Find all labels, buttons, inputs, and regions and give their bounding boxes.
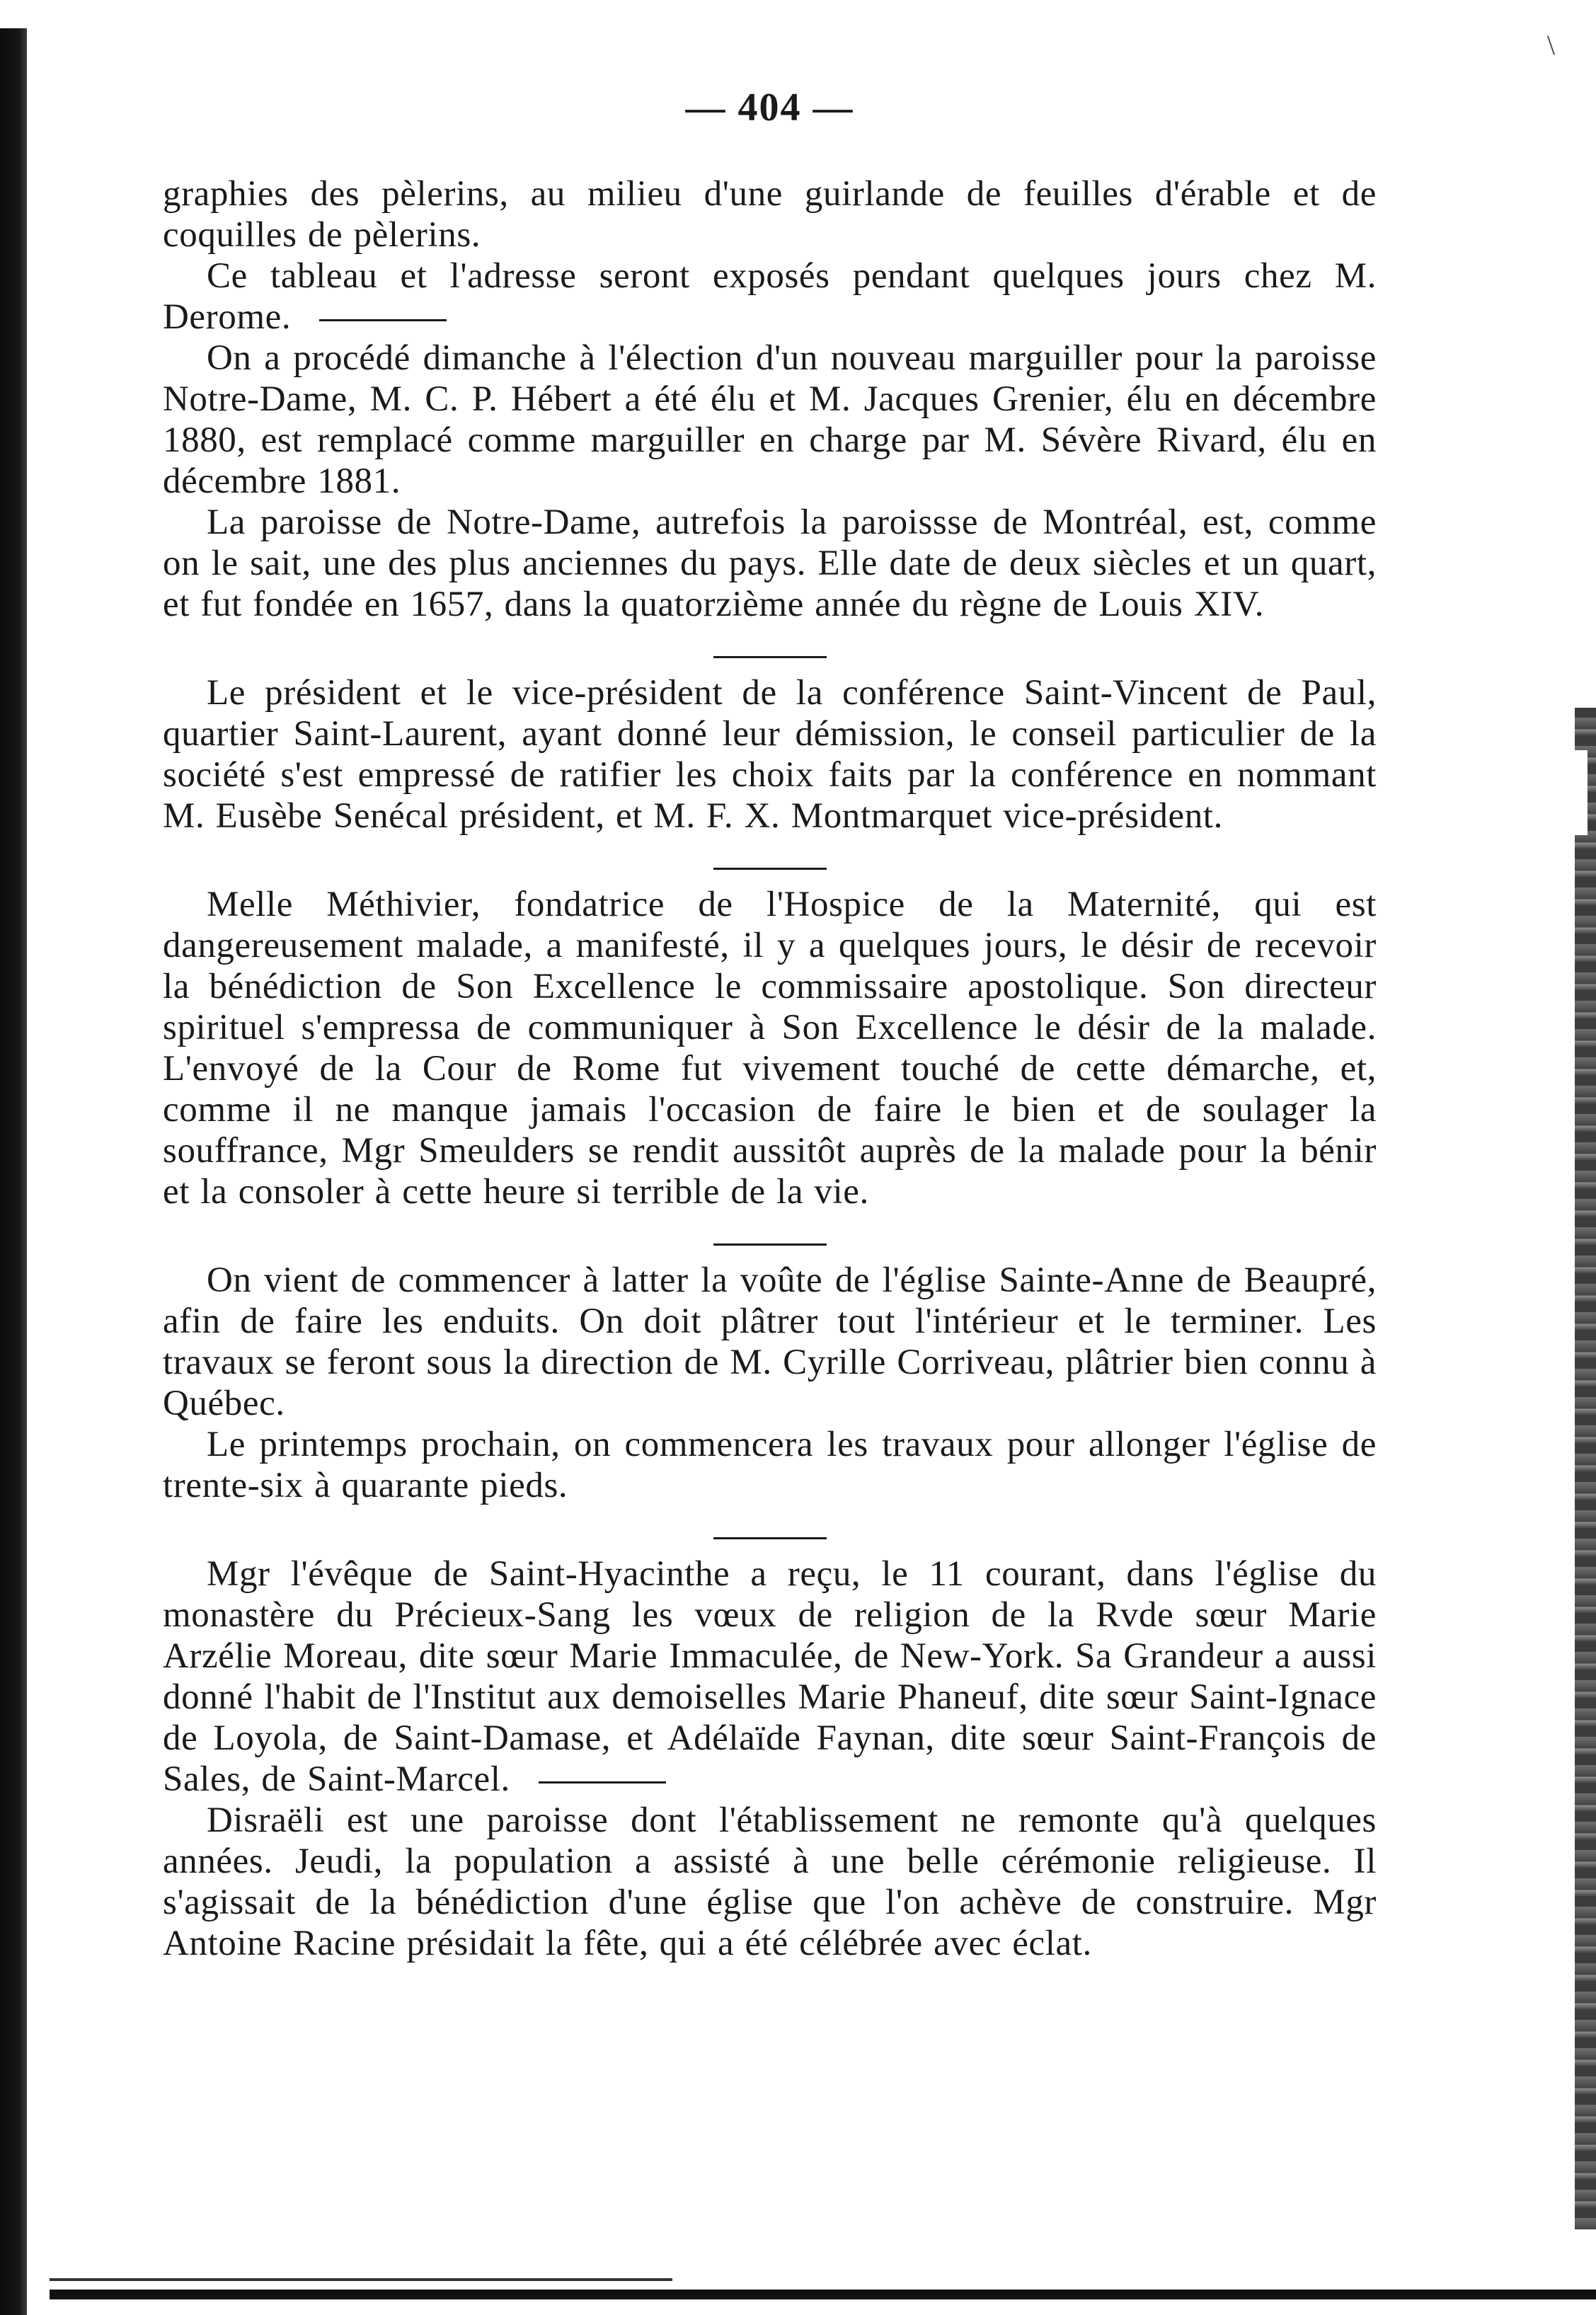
paragraph-continuation: graphies des pèlerins, au milieu d'une guirlande de feuilles d'érable et de coquilles de pèlerins. xyxy=(163,174,1377,255)
corner-mark: \ xyxy=(1546,29,1555,61)
scan-edge-right xyxy=(1575,708,1596,2229)
paragraph-saint-vincent: Le président et le vice-président de la conférence Saint-Vincent de Paul, quartier Saint-Laurent, ayant donné leur démission, le conseil particulier de la société s'est empressé de ratifier les choix faits par la conférence en nommant M. Eusèbe Senécal président, et M. F. X. Montmarquet vice-président. xyxy=(163,673,1377,836)
bottom-rule-thin xyxy=(50,2278,672,2281)
paragraph-saint-hyacinthe xyxy=(163,1553,1377,1800)
separator-rule xyxy=(713,1537,827,1539)
paragraph-disraeli: Disraëli est une paroisse dont l'établissement ne remonte qu'à quelques années. Jeudi, la population a assisté à une belle cérémonie religieuse. Il s'agissait de la bénédiction d'une église que l'on achève de construire. Mgr Antoine Racine présidait la fête, qui a été célébrée avec éclat. xyxy=(163,1800,1377,1963)
paragraph-sainte-anne: On vient de commencer à latter la voûte de l'église Sainte-Anne de Beaupré, afin de faire les enduits. On doit plâtrer tout l'intérieur et le terminer. Les travaux se feront sous la direction de M. Cyrille Corriveau, plâtrier bien connu à Québec. xyxy=(163,1260,1377,1423)
separator-rule xyxy=(539,1781,666,1783)
page-text xyxy=(163,173,1377,1964)
separator-rule xyxy=(319,319,447,321)
paragraph-saint-hyacinthe-text: Mgr l'évêque de Saint-Hyacinthe a reçu, le 11 courant, dans l'église du monastère du Précieux-Sang les vœux de religion de la Rvde sœur Marie Arzélie Moreau, dite sœur Marie Immaculée, de New-York. Sa Grandeur a aussi donné l'habit de l'Institut aux demoiselles Marie Phaneuf, dite sœur Saint-Ignace de Loyola, de Saint-Damase, et Adélaïde Faynan, dite sœur Saint-François de Sales, de Saint-Marcel. xyxy=(163,1554,1377,1799)
scan-edge-left xyxy=(0,28,27,2315)
separator-rule xyxy=(713,1243,827,1246)
paragraph-methivier: Melle Méthivier, fondatrice de l'Hospice de la Maternité, qui est dangereusement malade, a manifesté, il y a quelques jours, le désir de recevoir la bénédiction de Son Excellence le commissaire apostolique. Son directeur spirituel s'empressa de communiquer à Son Excellence le désir de la malade. L'envoyé de la Cour de Rome fut vivement touché de cette démarche, et, comme il ne manque jamais l'occasion de faire le bien et de soulager la souffrance, Mgr Smeulders se rendit aussitôt auprès de la malade pour la bénir et la consoler à cette heure si terrible de la vie. xyxy=(163,885,1377,1212)
paragraph-tableau xyxy=(163,255,1377,338)
paragraph-printemps: Le printemps prochain, on commencera les travaux pour allonger l'église de trente-six à quarante pieds. xyxy=(163,1425,1377,1505)
separator-rule xyxy=(713,656,827,658)
paragraph-notre-dame: La paroisse de Notre-Dame, autrefois la paroissse de Montréal, est, comme on le sait, une des plus anciennes du pays. Elle date de deux siècles et un quart, et fut fondée en 1657, dans la quatorzième année du règne de Louis XIV. xyxy=(163,502,1377,624)
page-number: — 404 — xyxy=(685,86,854,130)
paragraph-marguiller: On a procédé dimanche à l'élection d'un nouveau marguiller pour la paroisse Notre-Dame, M. C. P. Hébert a été élu et M. Jacques Grenier, élu en décembre 1880, est remplacé comme marguiller en charge par M. Sévère Rivard, élu en décembre 1881. xyxy=(163,338,1377,501)
separator-rule xyxy=(713,868,827,870)
bottom-rule xyxy=(50,2290,1596,2299)
paragraph-tableau-text: Ce tableau et l'adresse seront exposés pendant quelques jours chez M. Derome. xyxy=(163,256,1377,337)
scan-edge-gap xyxy=(1575,750,1588,835)
